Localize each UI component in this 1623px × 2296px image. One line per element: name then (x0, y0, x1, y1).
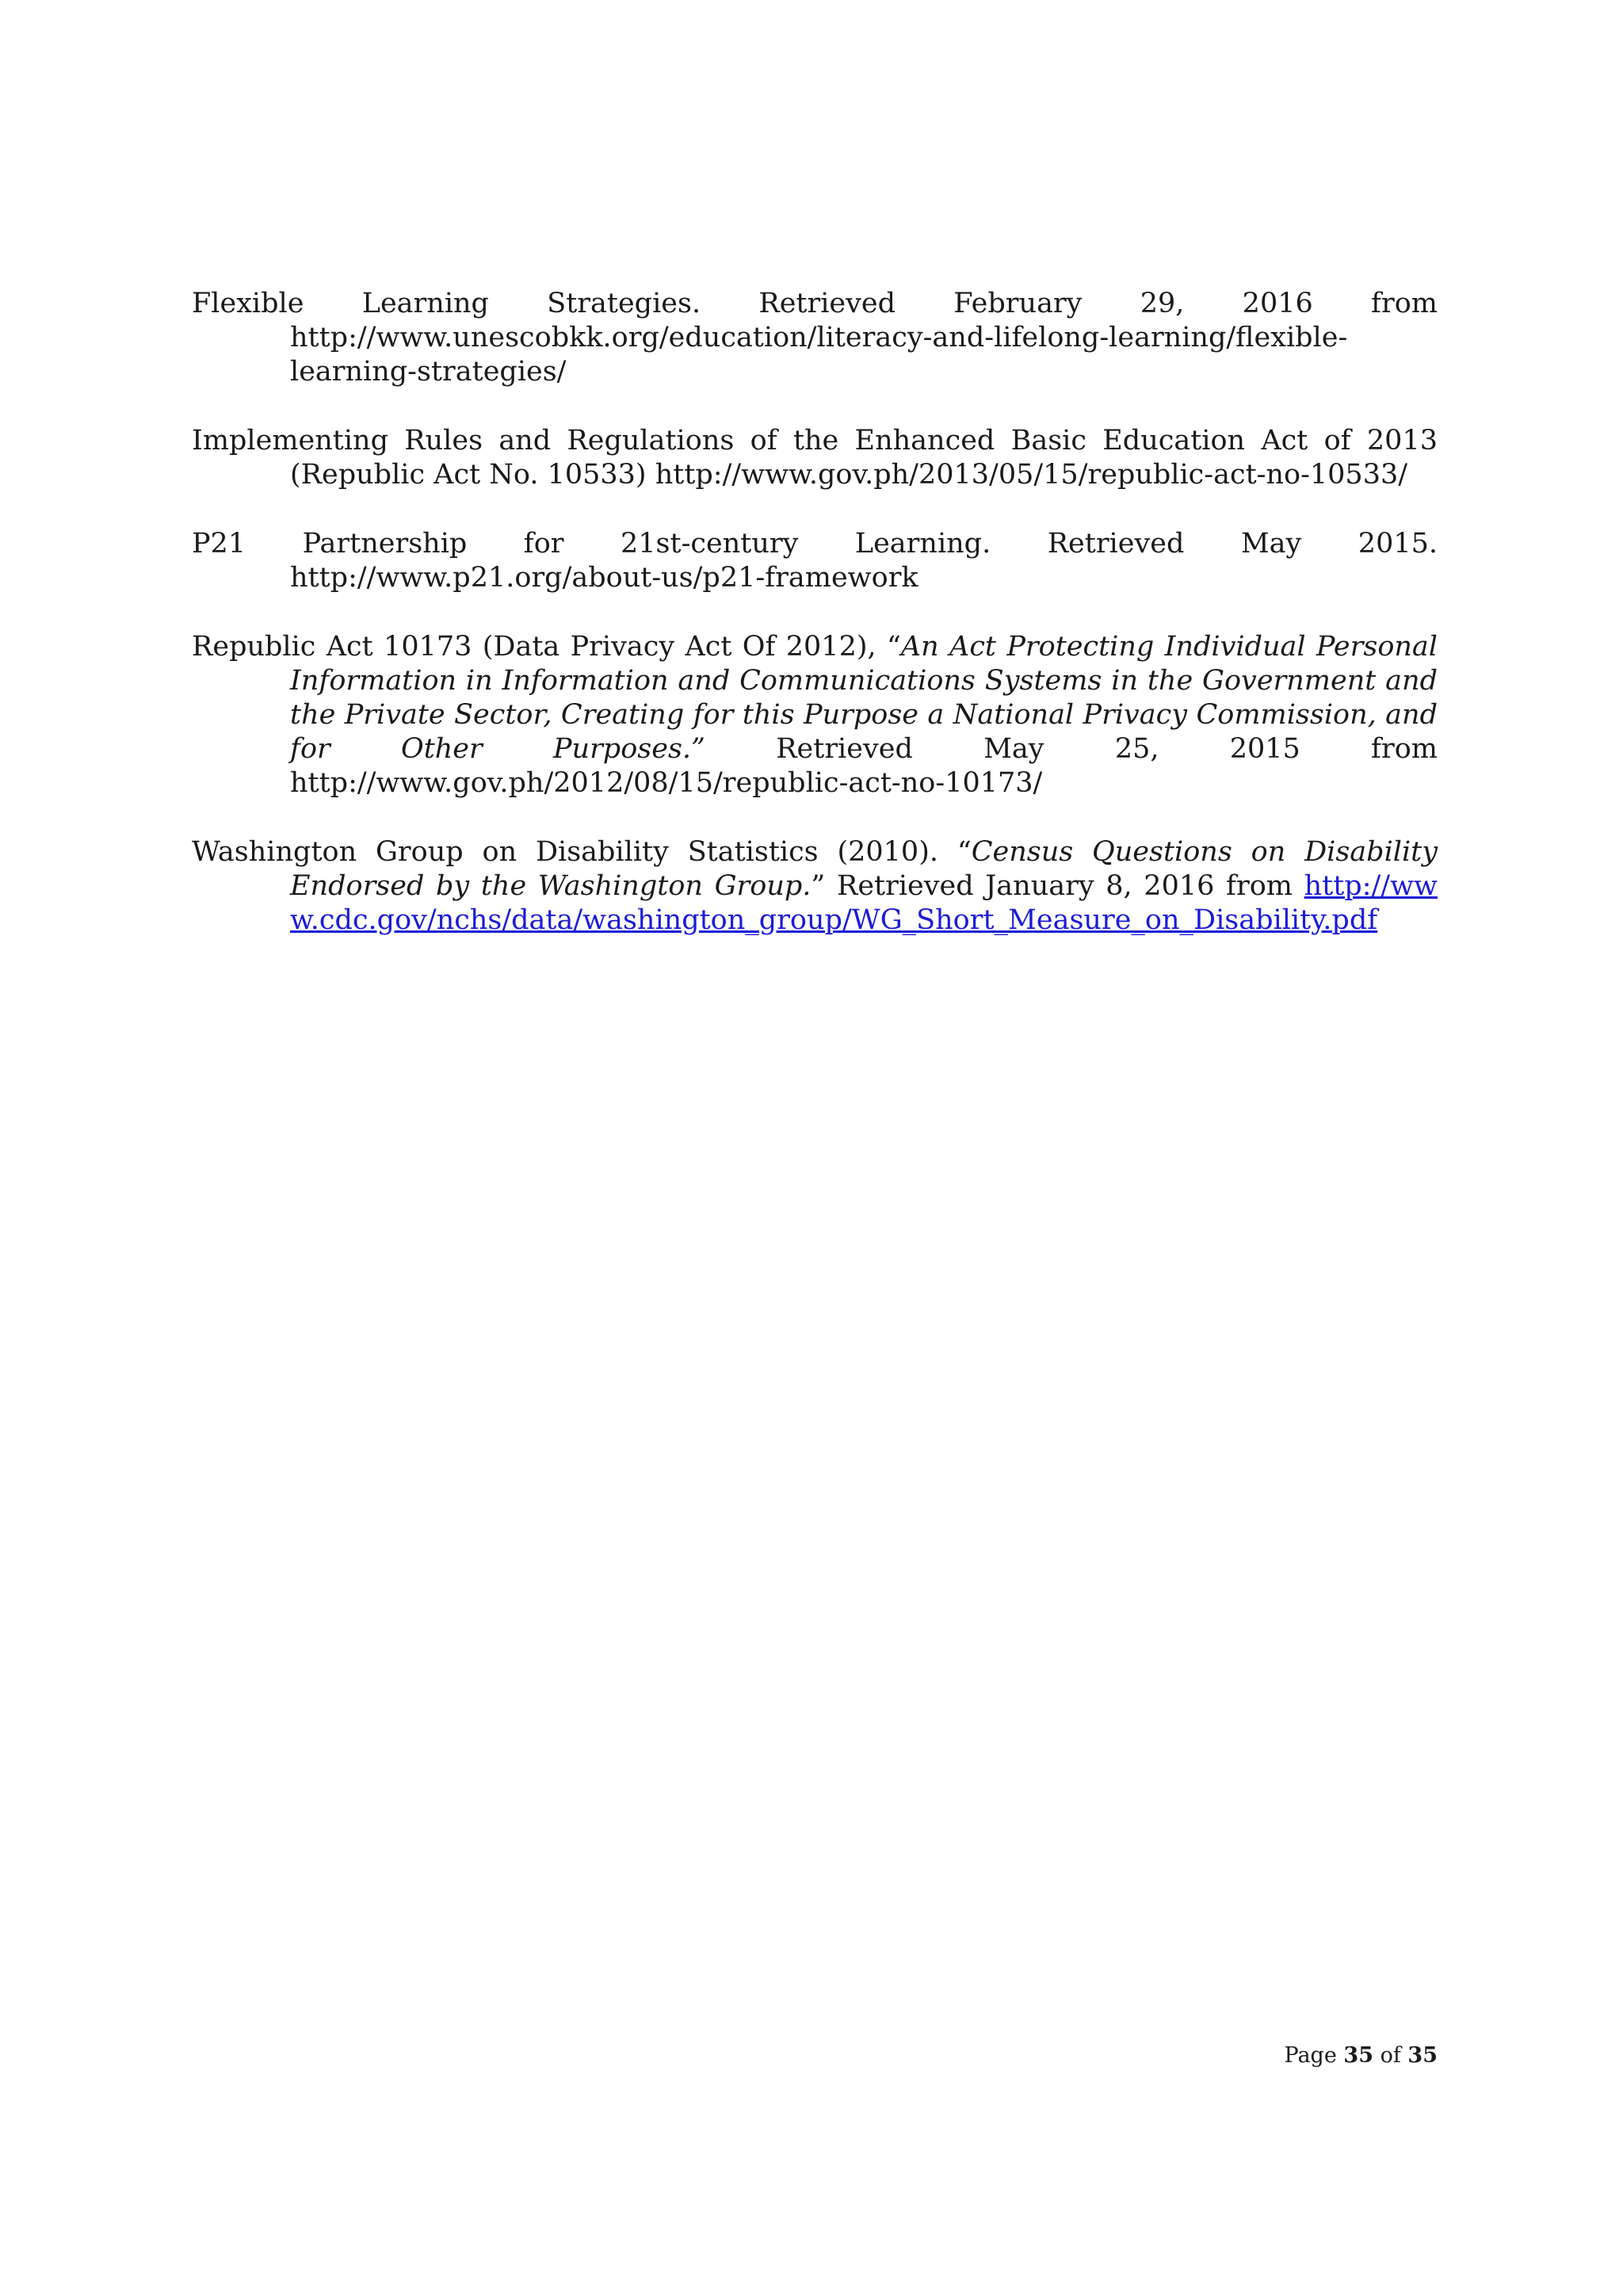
of-label: of (1380, 2043, 1401, 2068)
reference-entry-implementing-rules (192, 424, 1438, 492)
reference-text: Republic Act 10173 (Data Privacy Act Of 2012), “ (192, 631, 901, 663)
reference-entry-flexible-learning (192, 287, 1438, 389)
reference-hyperlink[interactable]: http://www.cdc.gov/nchs/data/washington_group/WG_Short_Measure_on_Disability.pdf (290, 870, 1438, 936)
reference-text: Flexible Learning Strategies. Retrieved February 29, 2016 from http://www.unescobkk.org/education/literacy-and-lifelong-learning/flexible-learning-strategies/ (192, 288, 1438, 388)
page-label: Page (1284, 2043, 1337, 2068)
reference-text: P21 Partnership for 21st-century Learning. Retrieved May 2015. http://www.p21.org/about-us/p21-framework (192, 528, 1438, 594)
reference-title-italic: Census Questions on Disability Endorsed by the Washington Group. (290, 836, 1438, 902)
reference-retrieval-text: Retrieved May 25, 2015 from http://www.gov.ph/2012/08/15/republic-act-no-10173/ (290, 733, 1438, 799)
reference-entry-data-privacy-act (192, 630, 1438, 800)
total-page-number: 35 (1407, 2043, 1438, 2068)
reference-title-italic: An Act Protecting Individual Personal Information in Information and Communications Systems in the Government and the Private Sector, Creating for this Purpose a National Privacy Commission, and for Other Purposes.” (290, 631, 1438, 765)
reference-retrieval-text: ” Retrieved January 8, 2016 from (811, 870, 1304, 902)
reference-list (192, 287, 1438, 972)
current-page-number: 35 (1343, 2043, 1373, 2068)
reference-text: Washington Group on Disability Statistics (2010). “ (192, 836, 972, 868)
page-number-footer (1030, 2043, 1438, 2068)
reference-entry-washington-group (192, 835, 1438, 938)
reference-text: Implementing Rules and Regulations of the Enhanced Basic Education Act of 2013 (Republic Act No. 10533) http://www.gov.ph/2013/05/15/republic-act-no-10533/ (192, 425, 1438, 491)
reference-entry-p21 (192, 527, 1438, 595)
